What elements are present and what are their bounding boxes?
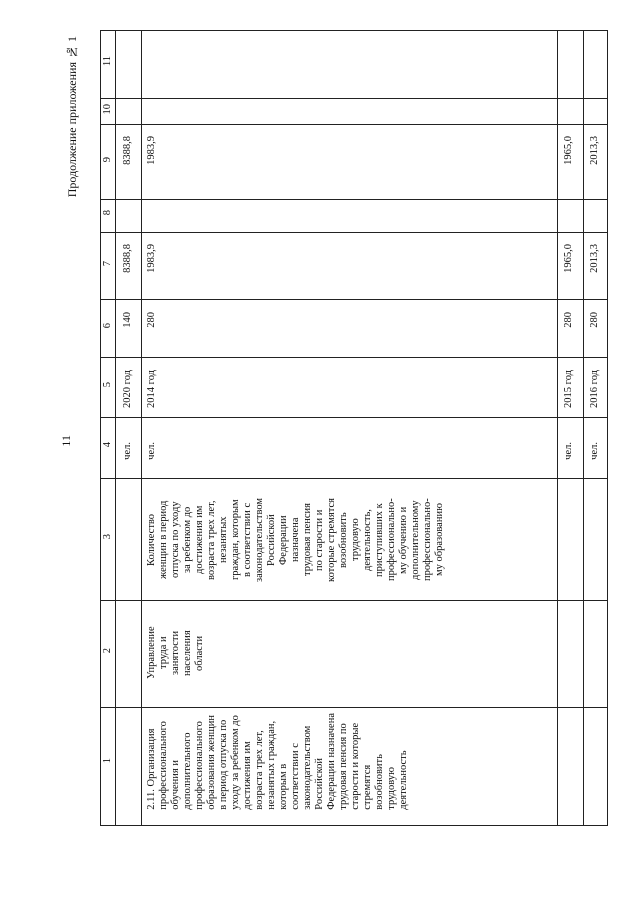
col-border — [100, 417, 608, 418]
text-line: профессионального — [194, 721, 205, 810]
text-line: женщин в период — [158, 500, 169, 580]
value-cell: 140 — [122, 312, 133, 328]
text-line: в соответствии с — [242, 502, 253, 578]
page-number: 11 — [59, 435, 73, 447]
text-line: Управление — [146, 626, 157, 680]
text-line: приступивших к — [374, 503, 385, 577]
col-border — [100, 299, 608, 300]
text-line: деятельность — [398, 750, 409, 810]
text-line: Российской — [266, 514, 277, 566]
col-number: 1 — [102, 758, 113, 764]
text-line: области — [194, 635, 205, 671]
col-number: 10 — [102, 104, 113, 115]
text-line: трудовую — [386, 767, 397, 810]
row-border — [115, 30, 116, 826]
col-number: 4 — [102, 442, 113, 448]
text-line: Количество — [146, 513, 157, 567]
unit-cell: чел. — [146, 442, 157, 460]
col-number: 3 — [102, 534, 113, 540]
text-line: образования женщин — [206, 715, 217, 810]
text-line: 2.11. Организация — [146, 728, 157, 810]
text-line: профессионального — [158, 721, 169, 810]
text-line: му образованию — [434, 503, 445, 577]
col-number: 7 — [102, 261, 113, 267]
col-number: 9 — [102, 157, 113, 163]
text-line: достижения им — [194, 505, 205, 575]
col-border — [100, 199, 608, 200]
value-cell: 2013,3 — [589, 244, 600, 273]
value-cell: 280 — [563, 312, 574, 328]
text-line: дополнительного — [182, 732, 193, 810]
value-cell: 8388,8 — [122, 244, 133, 273]
text-line: деятельность, — [362, 509, 373, 571]
continuation-header: Продолжение приложения № 1 — [65, 36, 79, 198]
value-cell: 1983,9 — [146, 244, 157, 273]
text-line: незанятых — [218, 516, 229, 564]
col-number: 5 — [102, 382, 113, 388]
year-cell: 2020 год — [122, 370, 133, 408]
text-line: старости и которые — [350, 722, 361, 810]
year-cell: 2016 год — [589, 370, 600, 408]
value-cell: 1983,9 — [146, 136, 157, 165]
row-border — [557, 30, 558, 826]
text-line: назначена — [290, 517, 301, 563]
text-line: отпуска по уходу — [170, 501, 181, 579]
year-cell: 2015 год — [563, 370, 574, 408]
text-line: занятости — [170, 630, 181, 676]
text-line: дополнительному — [410, 500, 421, 580]
value-cell: 280 — [589, 312, 600, 328]
text-line: возобновить — [338, 512, 349, 568]
unit-cell: чел. — [589, 442, 600, 460]
text-line: которым в — [278, 763, 289, 810]
value-cell: 2013,3 — [589, 136, 600, 165]
unit-cell: чел. — [122, 442, 133, 460]
text-line: достижения им — [242, 741, 253, 810]
row-border — [141, 30, 142, 826]
indicator — [146, 484, 446, 596]
value-cell: 1965,0 — [563, 136, 574, 165]
unit-cell: чел. — [563, 442, 574, 460]
year-cell: 2014 год — [146, 370, 157, 408]
col-border — [100, 232, 608, 233]
col-border — [100, 707, 608, 708]
text-line: трудовую — [350, 518, 361, 562]
text-line: труда и — [158, 636, 169, 670]
value-cell: 8388,8 — [122, 136, 133, 165]
col-number: 11 — [102, 56, 113, 67]
col-border — [100, 124, 608, 125]
text-line: трудовая пенсия по — [338, 723, 349, 810]
text-line: в период отпуска по — [218, 719, 229, 810]
text-line: по старости и — [314, 509, 325, 571]
col-number: 8 — [102, 210, 113, 216]
text-line: граждан, которым — [230, 499, 241, 581]
col-number: 6 — [102, 323, 113, 329]
text-line: которые стремятся — [326, 498, 337, 582]
text-line: Российской — [314, 757, 325, 810]
executor — [146, 606, 206, 700]
text-line: профессионально- — [422, 498, 433, 582]
value-cell: 280 — [146, 312, 157, 328]
text-line: му обучению и — [398, 506, 409, 574]
text-line: незанятых граждан, — [266, 720, 277, 810]
col-border — [100, 600, 608, 601]
col-border — [100, 98, 608, 99]
text-line: профессионально- — [386, 498, 397, 582]
col-number: 2 — [102, 648, 113, 654]
text-line: законодательством — [254, 497, 265, 583]
text-line: обучения и — [170, 760, 181, 810]
col-border — [100, 478, 608, 479]
text-line: возобновить — [374, 754, 385, 810]
value-cell: 1965,0 — [563, 244, 574, 273]
text-line: законодательством — [302, 725, 313, 810]
text-line: возраста трех лет, — [206, 500, 217, 580]
text-line: населения — [182, 630, 193, 676]
text-line: уходу за ребенком до — [230, 715, 241, 810]
col-border — [100, 357, 608, 358]
text-line: соответствии с — [290, 743, 301, 810]
row-border — [583, 30, 584, 826]
text-line: Федерации — [278, 515, 289, 565]
text-line: возраста трех лет, — [254, 730, 265, 810]
text-line: Федерации назначена — [326, 713, 337, 810]
text-line: за ребенком до — [182, 506, 193, 574]
measure-name — [146, 713, 410, 810]
text-line: стремятся — [362, 764, 373, 810]
text-line: трудовая пенсия — [302, 503, 313, 577]
